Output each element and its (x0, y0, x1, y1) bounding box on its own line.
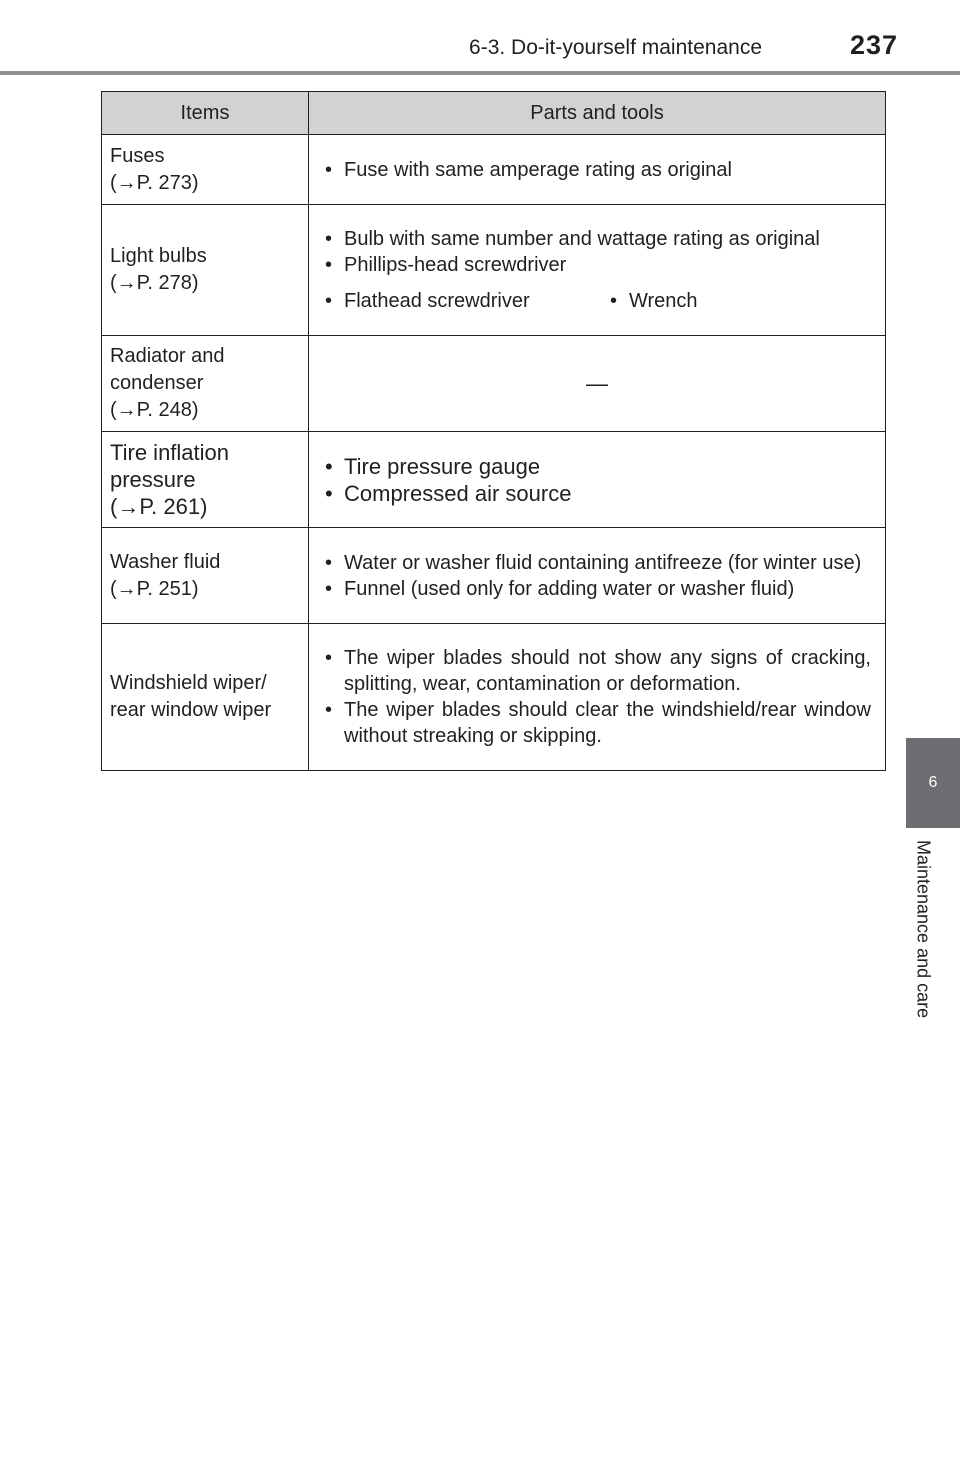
parts-bullet: • Flathead screwdriver (323, 288, 608, 314)
item-name: rear window wiper (110, 699, 272, 721)
parts-bullet: • Fuse with same amperage rating as original (323, 157, 871, 183)
page-reference: (→P. 251) (110, 577, 199, 600)
page-reference: (→P. 248) (110, 399, 199, 421)
table-row (102, 624, 886, 771)
item-name: Tire inflation (110, 440, 230, 465)
item-name: Fuses (110, 144, 165, 167)
table-row (102, 432, 886, 528)
item-cell (102, 135, 309, 205)
parts-cell (309, 135, 886, 205)
parts-cell (309, 624, 886, 771)
page-reference: (→P. 278) (110, 272, 199, 294)
page-number: 237 (849, 30, 898, 60)
header-rule (0, 71, 960, 75)
table-row (102, 336, 886, 432)
item-cell (102, 205, 309, 336)
column-header-parts: Parts and tools (309, 92, 886, 135)
section-title: 6-3. Do-it-yourself maintenance (469, 36, 762, 59)
parts-cell (309, 528, 886, 624)
column-header-items: Items (102, 92, 309, 135)
table-row (102, 205, 886, 336)
item-name: condenser (110, 372, 204, 394)
table-row (102, 135, 886, 205)
table-header-row (102, 92, 886, 135)
parts-bullet: • Wrench (608, 288, 698, 314)
item-name: pressure (110, 467, 196, 492)
chapter-tab: 6 (906, 738, 960, 828)
parts-cell-empty: — (309, 336, 886, 432)
parts-bullet: • Phillips-head screwdriver (323, 252, 871, 278)
parts-bullet: • Water or washer fluid containing antifreeze (for winter use) (323, 550, 871, 576)
table-row (102, 528, 886, 624)
parts-bullet: • Tire pressure gauge (323, 453, 871, 480)
item-cell (102, 336, 309, 432)
item-name: Light bulbs (110, 245, 207, 267)
item-cell (102, 624, 309, 771)
parts-bullet: • The wiper blades should not show any signs of cracking, splitting, wear, contamination or deformation. (323, 645, 871, 697)
parts-bullet: • Bulb with same number and wattage rating as original (323, 226, 871, 252)
item-name: Windshield wiper/ (110, 672, 267, 694)
chapter-title: Maintenance and care (913, 840, 934, 1019)
parts-cell (309, 432, 886, 528)
parts-bullet: • Compressed air source (323, 480, 871, 507)
item-name: Radiator and (110, 345, 225, 367)
parts-bullet: • The wiper blades should clear the windshield/rear window without streaking or skipping. (323, 697, 871, 749)
parts-cell (309, 205, 886, 336)
parts-bullet: • Funnel (used only for adding water or washer fluid) (323, 576, 871, 602)
chapter-side-label (906, 840, 960, 1060)
item-cell (102, 528, 309, 624)
item-cell (102, 432, 309, 528)
inline-bullets (323, 288, 871, 314)
page-reference: (→P. 273) (110, 171, 199, 194)
item-name: Washer fluid (110, 550, 221, 573)
page-reference: (→P. 261) (110, 494, 208, 519)
parts-tools-table (101, 91, 886, 771)
